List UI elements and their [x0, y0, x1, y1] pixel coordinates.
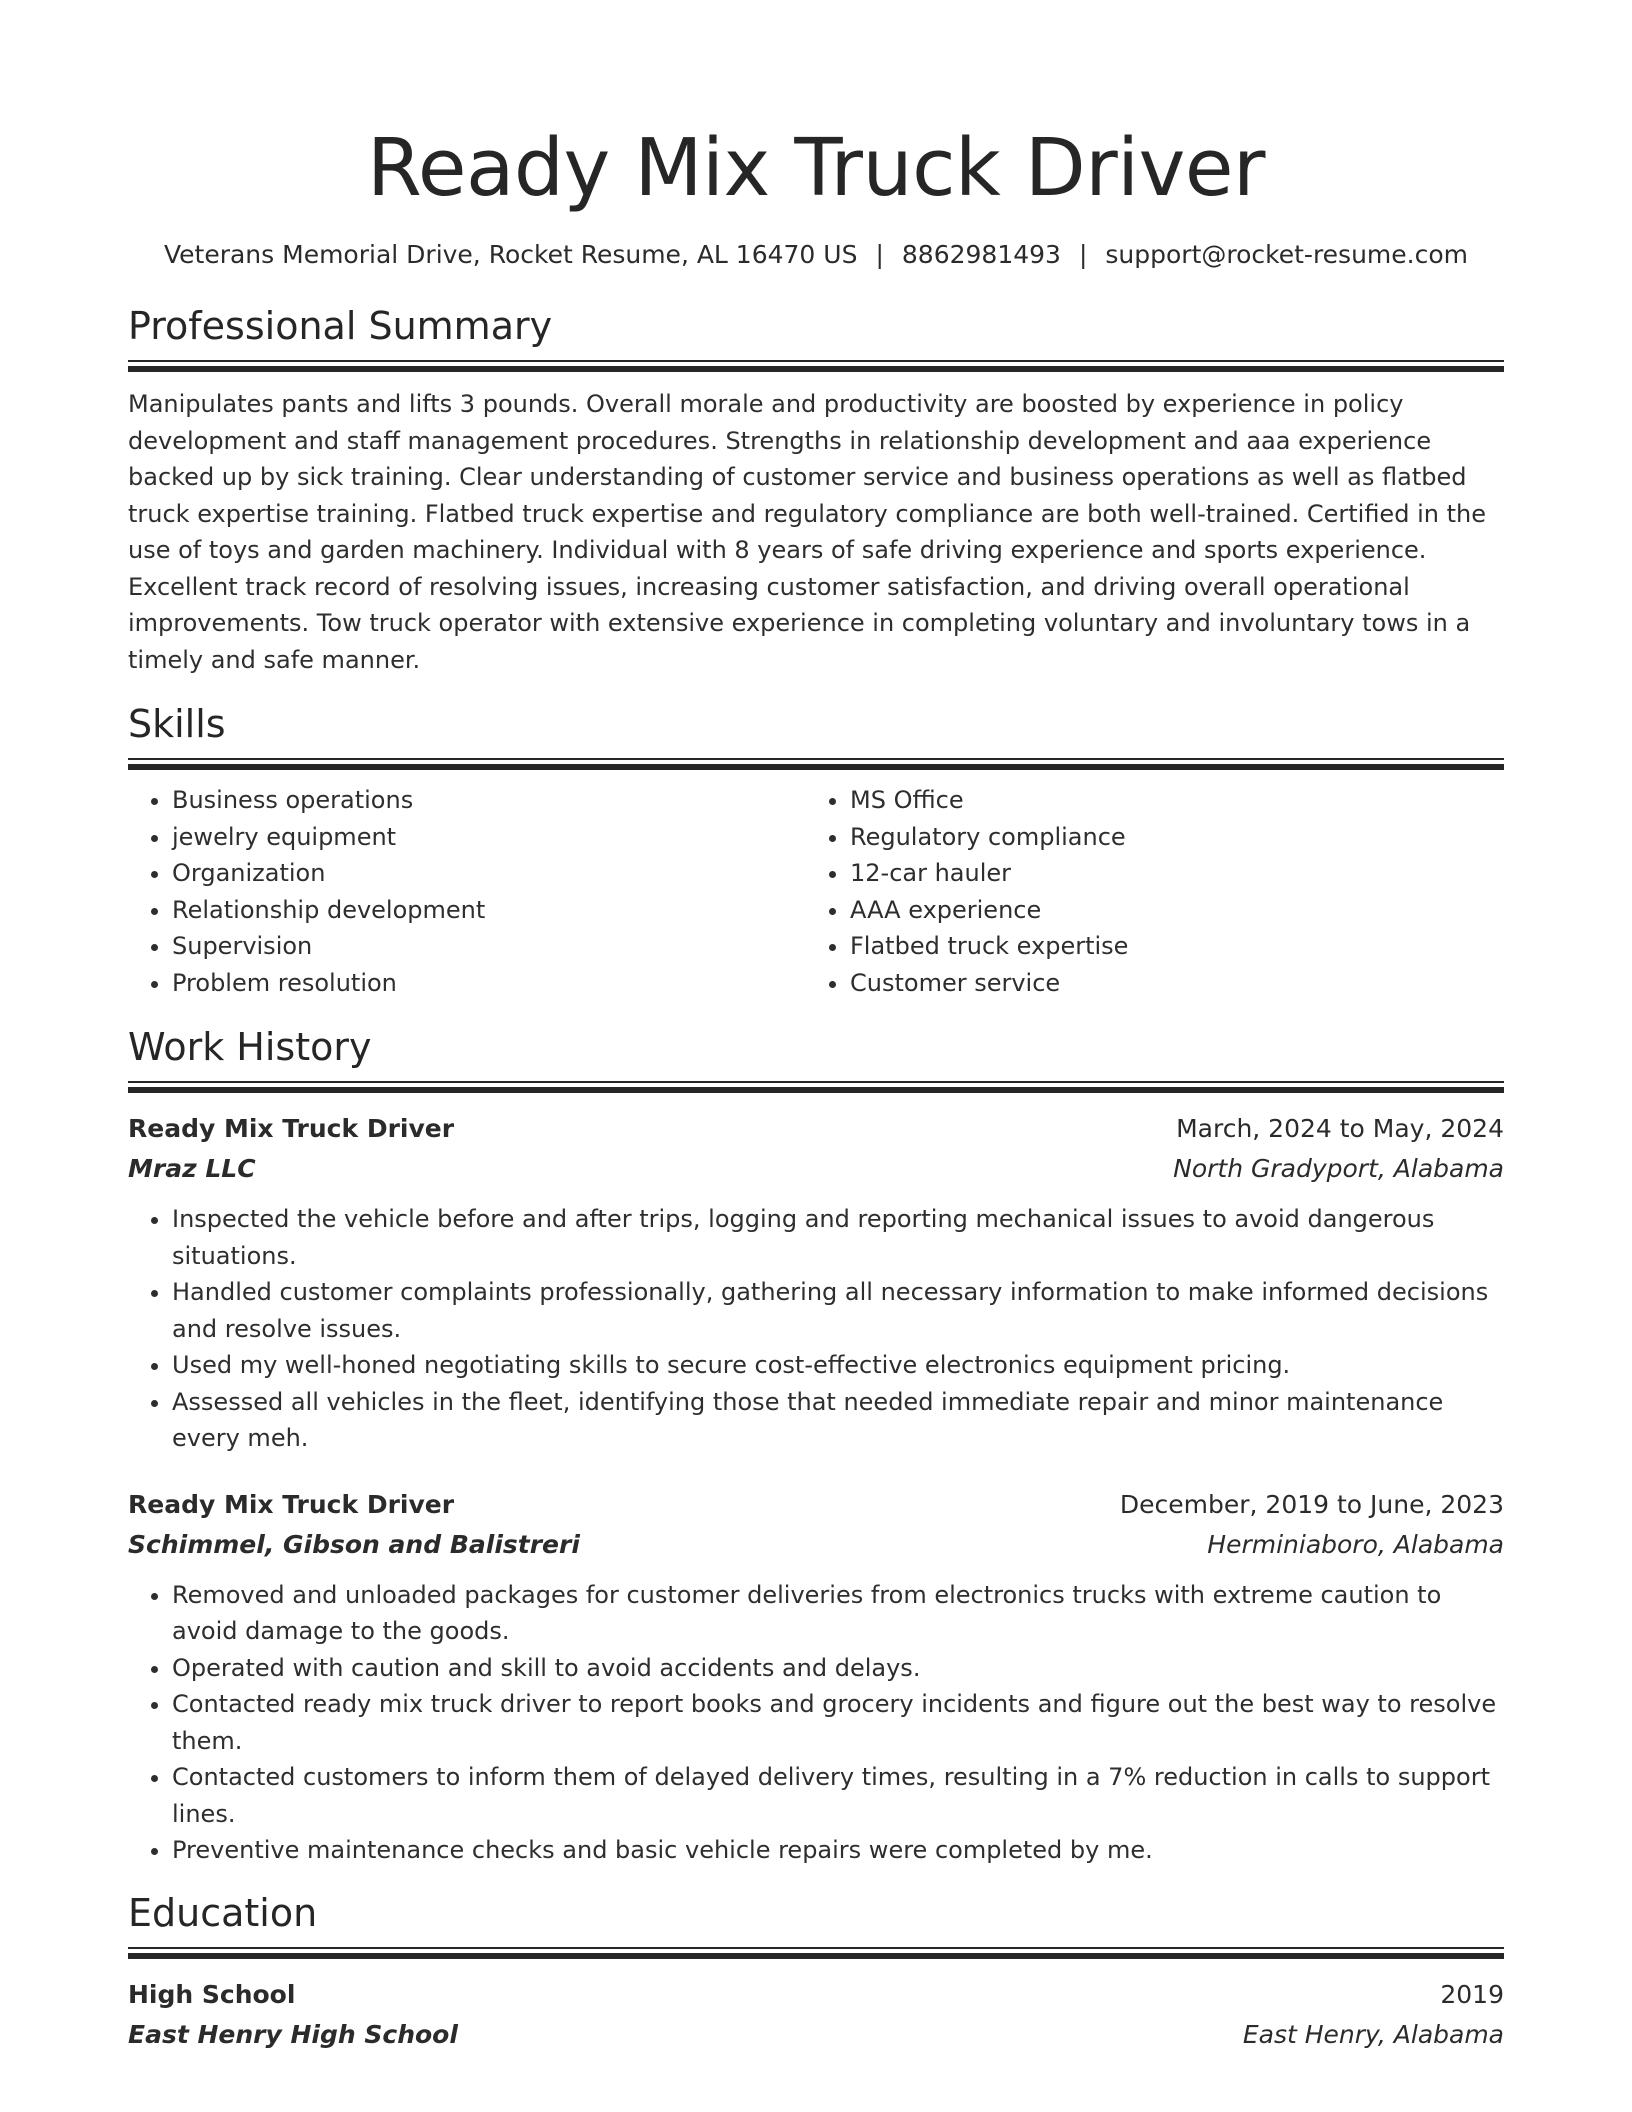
- education-subheader: [128, 2015, 1504, 2055]
- job-subheader: [128, 1525, 1504, 1565]
- summary-text: Manipulates pants and lifts 3 pounds. Overall morale and productivity are boosted by experience in policy development and staff management procedures. Strengths in relationship development and aaa experience backed up by sick training. Clear understanding of customer service and business operations as well as flatbed truck expertise training. Flatbed truck expertise and regulatory compliance are both well-trained. Certified in the use of toys and garden machinery. Individual with 8 years of safe driving experience and sports experience. Excellent track record of resolving issues, increasing customer satisfaction, and driving overall operational improvements. Tow truck operator with extensive experience in completing voluntary and involuntary tows in a timely and safe manner.: [128, 390, 1486, 674]
- job-title: Ready Mix Truck Driver: [128, 1114, 455, 1143]
- job-bullet: • Used my well-honed negotiating skills to secure cost-effective electronics equipment pricing.: [172, 1347, 1504, 1384]
- job-bullet: • Contacted customers to inform them of delayed delivery times, resulting in a 7% reduction in calls to support lines.: [172, 1759, 1504, 1832]
- job-bullet: • Assessed all vehicles in the fleet, identifying those that needed immediate repair and minor maintenance every meh.: [172, 1384, 1504, 1457]
- skill-item: • AAA experience: [850, 892, 1484, 929]
- work-section: [128, 1023, 1504, 1869]
- job-bullets: [128, 1201, 1504, 1457]
- job-entry: [128, 1485, 1504, 1869]
- skill-item: • jewelry equipment: [172, 819, 806, 856]
- skill-item: • Relationship development: [172, 892, 806, 929]
- job-company: Mraz LLC: [128, 1154, 256, 1183]
- job-entry: [128, 1109, 1504, 1457]
- skills-section: [128, 700, 1504, 1001]
- job-subheader: [128, 1149, 1504, 1189]
- education-school: East Henry High School: [128, 2019, 458, 2049]
- job-company: Schimmel, Gibson and Balistreri: [128, 1529, 580, 1559]
- skill-item: • Business operations: [172, 782, 806, 819]
- job-location: North Gradyport, Alabama: [1173, 1154, 1504, 1183]
- job-bullets: [128, 1577, 1504, 1869]
- job-header: [128, 1109, 1504, 1149]
- contact-email[interactable]: support@rocket-resume.com: [1105, 240, 1469, 269]
- contact-phone: 8862981493: [901, 240, 1061, 269]
- contact-separator: |: [875, 240, 884, 269]
- job-dates: December, 2019 to June, 2023: [1119, 1489, 1504, 1519]
- section-rule: [128, 360, 1504, 372]
- resume-name: Ready Mix Truck Driver: [367, 122, 1265, 214]
- job-dates: March, 2024 to May, 2024: [1176, 1114, 1504, 1143]
- work-title: Work History: [128, 1025, 372, 1069]
- summary-section: [128, 302, 1504, 678]
- skills-column-right: [806, 782, 1484, 1001]
- job-bullet: • Handled customer complaints professionally, gathering all necessary information to make informed decisions and resolve issues.: [172, 1274, 1504, 1347]
- skill-item: • Problem resolution: [172, 965, 806, 1002]
- section-rule: [128, 1947, 1504, 1959]
- education-location: East Henry, Alabama: [1242, 2019, 1504, 2049]
- education-section: [128, 1889, 1504, 2055]
- skill-item: • MS Office: [850, 782, 1484, 819]
- job-bullet: • Removed and unloaded packages for customer deliveries from electronics trucks with extreme caution to avoid damage to the goods.: [172, 1577, 1504, 1650]
- contact-separator: |: [1078, 240, 1088, 269]
- skill-item: • Supervision: [172, 928, 806, 965]
- job-title: Ready Mix Truck Driver: [128, 1489, 455, 1519]
- skill-item: • 12-car hauler: [850, 855, 1484, 892]
- job-header: [128, 1485, 1504, 1525]
- education-degree: High School: [128, 1979, 296, 2009]
- summary-title: Professional Summary: [128, 304, 553, 348]
- job-location: Herminiaboro, Alabama: [1207, 1529, 1504, 1559]
- job-bullet: • Inspected the vehicle before and after trips, logging and reporting mechanical issues to avoid dangerous situations.: [172, 1201, 1504, 1274]
- education-entry: [128, 1975, 1504, 2055]
- skills-list: [128, 782, 1504, 1001]
- skill-item: • Flatbed truck expertise: [850, 928, 1484, 965]
- contact-address: Veterans Memorial Drive, Rocket Resume, AL 16470 US: [163, 240, 858, 269]
- education-header: [128, 1975, 1504, 2015]
- skills-column-left: [128, 782, 806, 1001]
- contact-line: [128, 238, 1504, 272]
- skills-title: Skills: [128, 702, 226, 746]
- skill-item: • Regulatory compliance: [850, 819, 1484, 856]
- education-year: 2019: [1440, 1979, 1504, 2009]
- education-title: Education: [128, 1890, 318, 1935]
- resume-page: [128, 0, 1504, 2055]
- job-bullet: • Operated with caution and skill to avoid accidents and delays.: [172, 1650, 1504, 1687]
- section-rule: [128, 1081, 1504, 1093]
- section-rule: [128, 758, 1504, 770]
- skill-item: • Customer service: [850, 965, 1484, 1002]
- skill-item: • Organization: [172, 855, 806, 892]
- job-bullet: • Preventive maintenance checks and basic vehicle repairs were completed by me.: [172, 1832, 1504, 1869]
- job-bullet: • Contacted ready mix truck driver to report books and grocery incidents and figure out the best way to resolve them.: [172, 1686, 1504, 1759]
